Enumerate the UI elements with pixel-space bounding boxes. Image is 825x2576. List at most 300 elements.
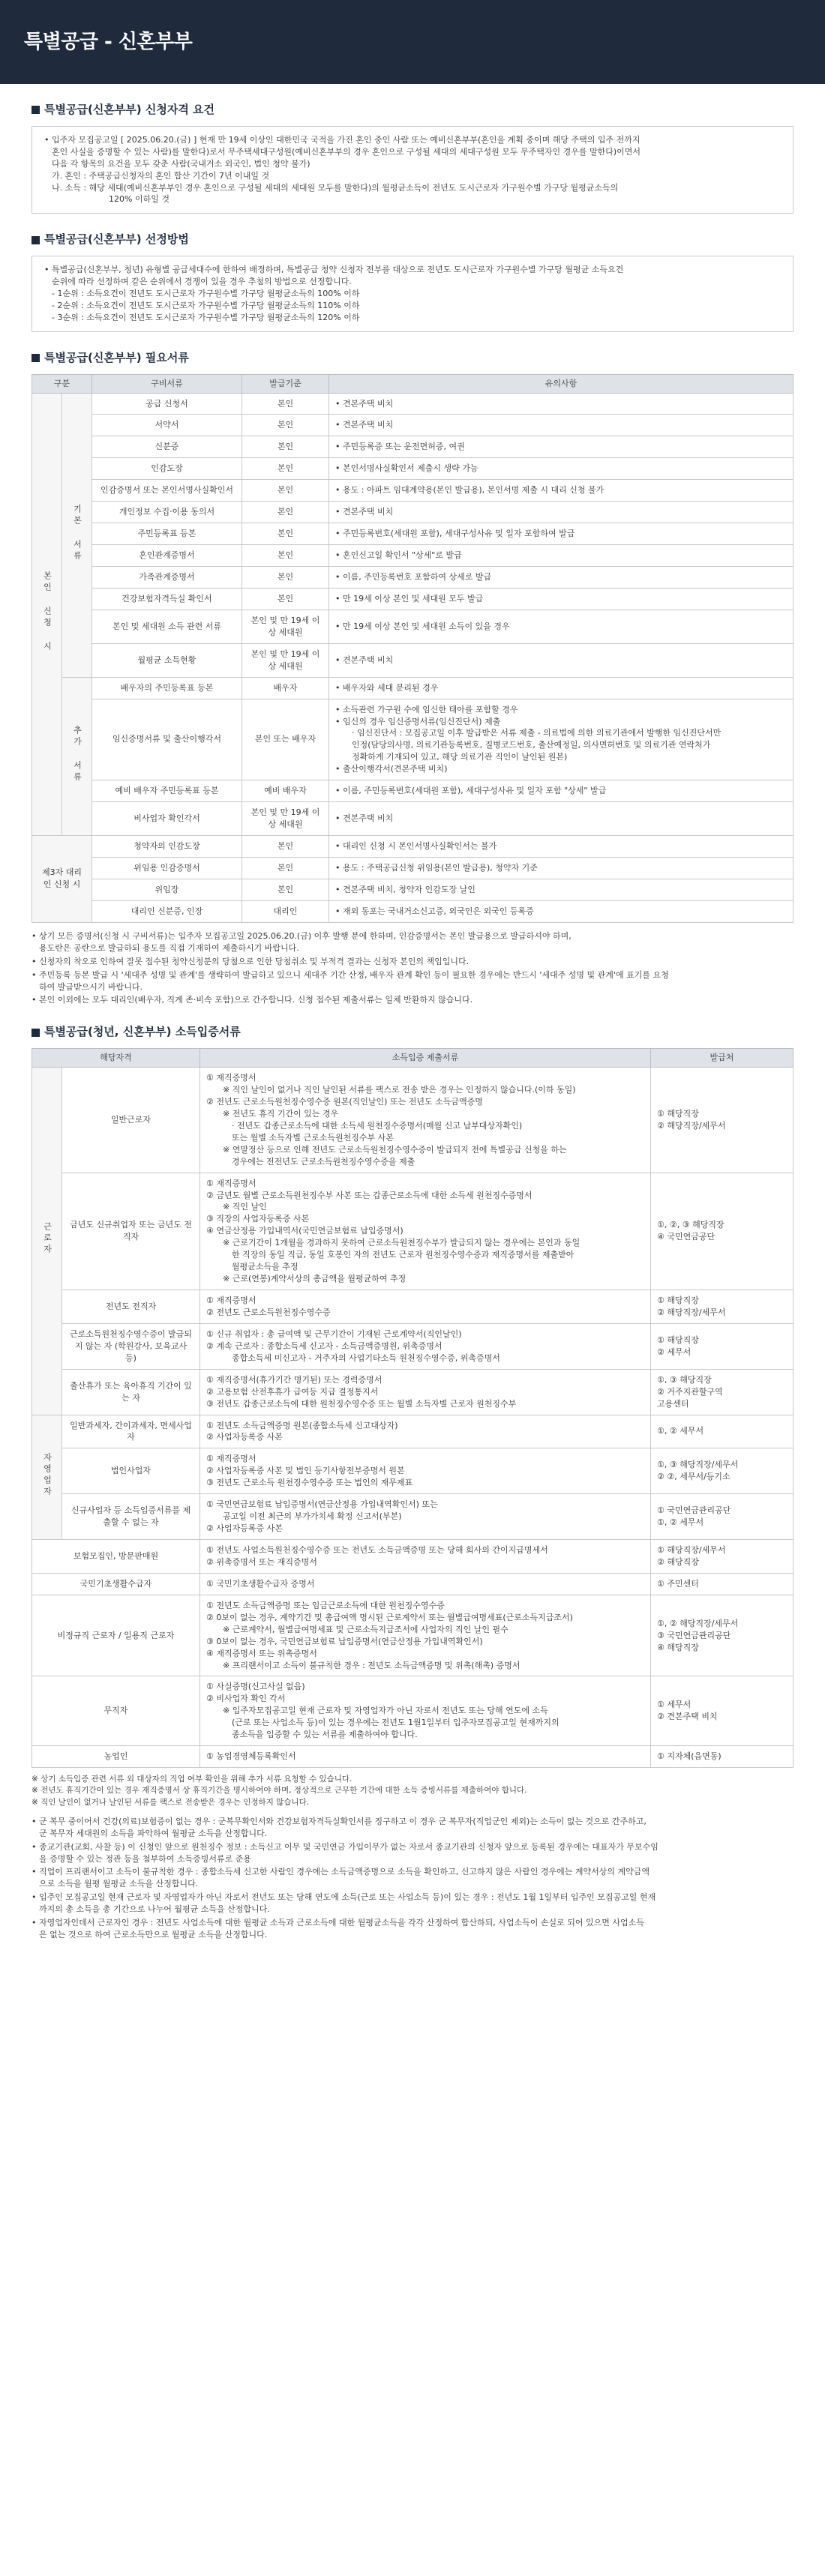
issuer-line: ① 해당직장 — [657, 1295, 699, 1305]
table-header-row — [32, 1049, 794, 1068]
document-name: 대리인 신분증, 인장 — [92, 900, 242, 922]
document-name: 위임용 인감증명서 — [92, 857, 242, 879]
proof-docs-cell — [200, 1415, 651, 1448]
proof-doc-line: ① 전년도 사업소득원천징수영수증 또는 전년도 소득금액증명 또는 당해 회사의 간이지급명세서 — [206, 1545, 548, 1555]
issuer-line: ② ②, 세무서/등기소 — [657, 1472, 730, 1482]
proof-doc-line: 공고일 이전 최근의 부가가치세 확정 신고서(부본) — [223, 1511, 402, 1522]
group-basic-docs: 기본 서류 — [72, 504, 82, 562]
proof-doc-line: ※ 직인 날인이 없거나 직인 날인된 서류를 팩스로 전송 받은 경우는 인정하지 않습니다.(이하 동일) — [223, 1085, 576, 1095]
note-text: • 주민등록증 또는 운전면허증, 여권 — [335, 441, 787, 453]
issuer-cell — [651, 1323, 794, 1369]
note-text: 으로 소득을 월평 월평균 소득을 산정합니다. — [39, 1879, 199, 1889]
note-item — [32, 1866, 794, 1890]
qualification: 비정규직 근로자 / 일용직 근로자 — [32, 1595, 200, 1676]
issuer-line: ④ 해당직장 — [657, 1642, 699, 1652]
table-row — [32, 523, 794, 545]
square-bullet-icon — [32, 1029, 40, 1037]
proof-docs-cell — [200, 1746, 651, 1768]
document-name: 개인정보 수집·이용 동의서 — [92, 502, 242, 523]
proof-docs-cell — [200, 1540, 651, 1574]
note-text: • 소득관련 가구원 수에 임신한 태아를 포함할 경우 — [335, 704, 787, 716]
selection-line: - 1순위 : 소득요건이 전년도 도시근로자 가구원수별 가구당 월평균소득의 100% 이하 — [52, 289, 360, 298]
proof-doc-line: ② 사업자등록증 사본 및 법인 등기사항전부증명서 원본 — [206, 1466, 405, 1476]
issuer-cell — [651, 1290, 794, 1324]
note-item — [32, 969, 794, 993]
table-row — [32, 677, 794, 699]
document-name: 공급 신청서 — [92, 393, 242, 415]
selection-line: - 2순위 : 소득요건이 전년도 도시근로자 가구원수별 가구당 월평균소득의 110% 이하 — [52, 300, 360, 310]
table-row — [32, 1323, 794, 1369]
qualification: 일반근로자 — [62, 1068, 200, 1173]
proof-doc-line: ※ 프리랜서이고 소득이 불규칙한 경우 : 전년도 소득금액증명 및 위촉(해촉) 증명서 — [223, 1660, 520, 1670]
proof-doc-line: ① 재직증명서 — [206, 1178, 256, 1188]
document-name: 비사업자 확인각서 — [92, 802, 242, 836]
issue-basis: 본인 및 만 19세 이상 세대원 — [242, 643, 329, 677]
table-row — [32, 1068, 794, 1173]
issue-basis: 본인 및 만 19세 이상 세대원 — [242, 610, 329, 643]
note-item: • 본인 이외에는 모두 대리인(배우자, 직계 존·비속 포함)으로 간주합니다. 신청 접수된 제출서류는 일체 반환하지 않습니다. — [32, 994, 794, 1006]
note-text: • 재외 동포는 국내거소신고증, 외국인은 외국인 등록증 — [335, 906, 787, 918]
proof-docs-cell — [200, 1595, 651, 1676]
group-worker-cell — [32, 1068, 62, 1415]
proof-doc-line: ① 국민기초생활수급자 증명서 — [206, 1578, 315, 1589]
table-row — [32, 1369, 794, 1415]
document-name: 주민등록표 등본 — [92, 523, 242, 545]
issuer-line: ② 거주지관할구역 — [657, 1386, 723, 1397]
document-name: 신분증 — [92, 436, 242, 458]
qualification: 국민기초생활수급자 — [32, 1573, 200, 1595]
issuer-cell — [651, 1595, 794, 1676]
issuer-line: ①, ② 세무서 — [657, 1517, 704, 1528]
issuer-cell — [651, 1676, 794, 1746]
qualification: 금년도 신규취업자 또는 금년도 전직자 — [62, 1173, 200, 1289]
issuer-line: 고용센터 — [657, 1398, 689, 1409]
qualification: 근로소득원천징수영수증이 발급되지 않는 자 (학원강사, 보육교사 등) — [62, 1323, 200, 1369]
table-row — [32, 1494, 794, 1540]
qualification: 전년도 전직자 — [62, 1290, 200, 1324]
note-text: • 만 19세 이상 본인 및 세대원 소득이 있을 경우 — [335, 621, 787, 633]
issuer-cell — [651, 1746, 794, 1768]
selection-line: 순위에 따라 선정하며 같은 순위에서 경쟁이 있을 경우 추첨의 방법으로 선정합니다. — [52, 277, 352, 287]
table-row — [32, 458, 794, 480]
note-text: • 배우자와 세대 분리된 경우 — [335, 682, 787, 694]
note-cell — [329, 480, 794, 502]
note-text: • 견본주택 비치 — [335, 813, 787, 825]
issue-basis: 본인 — [242, 545, 329, 567]
section-title-text: 특별공급(청년, 신혼부부) 소득입증서류 — [44, 1025, 241, 1039]
page-title: 특별공급 - 신혼부부 — [0, 0, 825, 84]
proof-doc-line: ② 금년도 월별 근로소득원천징수부 사본 또는 갑종근로소득에 대한 소득세 원천징수증명서 — [206, 1190, 532, 1200]
table-row — [32, 436, 794, 458]
note-text: • 견본주택 비치, 청약자 인감도장 날인 — [335, 884, 787, 896]
note-cell — [329, 567, 794, 589]
issuer-line: ④ 국민연금공단 — [657, 1232, 716, 1242]
documents-table-body — [32, 393, 794, 922]
section-title-income-proof — [32, 1024, 794, 1041]
header-basis: 발급기준 — [242, 374, 329, 393]
income-proof-table — [32, 1048, 794, 1768]
group-self-apply-cell — [32, 393, 62, 836]
proof-docs-cell — [200, 1369, 651, 1415]
eligibility-line: 120% 이하일 것 — [109, 194, 170, 205]
table-header-row — [32, 374, 794, 393]
document-name: 배우자의 주민등록표 등본 — [92, 677, 242, 699]
table-row — [32, 393, 794, 415]
note-cell — [329, 436, 794, 458]
header-category: 구분 — [32, 374, 92, 393]
proof-doc-line: ※ 연말정산 등으로 인해 전년도 근로소득원천징수영수증이 발급되지 전에 특별공급 신청을 하는 — [223, 1144, 567, 1155]
proof-docs-cell — [200, 1448, 651, 1494]
document-name: 건강보험자격득실 확인서 — [92, 588, 242, 610]
note-text: • 견본주택 비치 — [335, 398, 787, 410]
issuer-line: ② 해당직장/세무서 — [657, 1307, 726, 1317]
note-text: • 견본주택 비치 — [335, 654, 787, 666]
document-name: 서약서 — [92, 415, 242, 436]
document-name: 위임장 — [92, 879, 242, 900]
qualification: 법인사업자 — [62, 1448, 200, 1494]
note-text: 은 없는 것으로 하여 근로소득만으로 월평균 소득을 산정합니다. — [39, 1930, 268, 1940]
table-row — [32, 879, 794, 900]
note-item — [32, 930, 794, 954]
issuer-line: ①, ②, ③ 해당직장 — [657, 1220, 724, 1230]
note-cell — [329, 415, 794, 436]
square-bullet-icon — [32, 106, 40, 114]
qualification: 출산휴가 또는 육아휴직 기간이 있는 자 — [62, 1369, 200, 1415]
note-cell — [329, 879, 794, 900]
issuer-line: ② 견본주택 비치 — [657, 1712, 718, 1722]
issue-basis: 본인 — [242, 567, 329, 589]
header-qualification: 해당자격 — [32, 1049, 200, 1068]
note-item — [32, 1841, 794, 1865]
income-small-notes — [32, 1774, 794, 1808]
issuer-cell — [651, 1415, 794, 1448]
note-text: 인정(담당의사명, 의료기관등록번호, 질병코드번호, 출산예정일, 의사면허번호 및 의료기관 연락처가 — [352, 740, 711, 750]
note-text: • 용도 : 아파트 임대계약용(본인 발급용), 본인서명 제출 시 대리 신청 불가 — [335, 484, 787, 496]
note-cell — [329, 780, 794, 802]
small-note: ※ 상기 소득입증 관련 서류 외 대상자의 직업 여부 확인을 위해 추가 서류 요청할 수 있습니다. — [32, 1775, 352, 1784]
note-item — [32, 1917, 794, 1941]
issuer-line: ①, ② 해당직장/세무서 — [657, 1618, 739, 1628]
proof-doc-line: ① 재직증명서 — [206, 1073, 256, 1083]
note-text: 하여 발급받으시기 바랍니다. — [39, 981, 143, 992]
table-row — [32, 545, 794, 567]
note-text: • 본인서명사실확인서 제출시 생략 가능 — [335, 463, 787, 475]
note-text: • 견본주택 비치 — [335, 419, 787, 431]
group-extra-docs-cell — [62, 677, 92, 835]
section-title-text: 특별공급(신혼부부) 필요서류 — [44, 350, 189, 364]
proof-doc-line: 종소득을 입증할 수 있는 서류를 제출하여야 합니다. — [232, 1730, 418, 1740]
table-row — [32, 1290, 794, 1324]
note-cell — [329, 393, 794, 415]
table-row — [32, 1746, 794, 1768]
note-text: 용도란은 공란으로 발급하되 용도를 직접 기재하여 제출하시기 바랍니다. — [39, 942, 299, 953]
table-row — [32, 1540, 794, 1574]
note-cell — [329, 699, 794, 780]
small-note: ※ 전년도 휴직기간이 있는 경우 재직증명서 상 휴직기간을 명시하여야 하며, 정상적으로 근무한 기간에 대한 소득 증빙서류를 제출하여야 합니다. — [32, 1786, 527, 1796]
note-cell — [329, 458, 794, 480]
issuer-cell — [651, 1369, 794, 1415]
proof-docs-cell — [200, 1068, 651, 1173]
section-title-documents — [32, 350, 794, 367]
note-item: • 신청자의 착오로 인하여 잘못 접수된 청약신청분의 당첨으로 인한 당첨취소 및 부적격 결과는 신청자 본인의 책임입니다. — [32, 956, 794, 968]
table-row — [32, 802, 794, 836]
header-document: 구비서류 — [92, 374, 242, 393]
issuer-line: ③ 국민연금관리공단 — [657, 1630, 731, 1640]
section-title-text: 특별공급(신혼부부) 신청자격 요건 — [44, 103, 215, 116]
table-row — [32, 588, 794, 610]
qualification: 신규사업자 등 소득입증서류를 제출할 수 없는 자 — [62, 1494, 200, 1540]
document-name: 혼인관계증명서 — [92, 545, 242, 567]
document-name: 예비 배우자 주민등록표 등본 — [92, 780, 242, 802]
note-cell — [329, 643, 794, 677]
note-cell — [329, 802, 794, 836]
table-row — [32, 502, 794, 523]
note-cell — [329, 677, 794, 699]
selection-box — [32, 256, 794, 332]
note-cell — [329, 523, 794, 545]
note-cell — [329, 836, 794, 858]
issuer-line: ① 지자체(읍면동) — [657, 1751, 722, 1762]
table-row — [32, 780, 794, 802]
table-row — [32, 643, 794, 677]
group-proxy-apply: 제3자 대리인 신청 시 — [32, 836, 92, 923]
proof-doc-line: ① 농업경영체등록확인서 — [206, 1751, 296, 1762]
note-text: 주민등록 등본 발급 시 '세대주 성명 및 관계'를 생략하여 발급하고 있으니 세대주 기간 산정, 배우자 관계 확인 등이 필요한 경우에는 반드시 '세대주 성명 및 관계'에 표기를 요청 — [39, 969, 669, 980]
qualification: 보험모집인, 방문판매원 — [32, 1540, 200, 1574]
note-text: • 만 19세 이상 본인 및 세대원 모두 발급 — [335, 593, 787, 605]
proof-doc-line: ③ 전년도 근로소득 원천징수영수증 또는 법인의 재무제표 — [206, 1478, 413, 1488]
proof-doc-line: ① 전년도 소득금액증명 원본(종합소득세 신고대상자) — [206, 1420, 398, 1430]
note-item — [32, 1816, 794, 1840]
selection-line: - 3순위 : 소득요건이 전년도 도시근로자 가구원수별 가구당 월평균소득의 120% 이하 — [52, 312, 360, 322]
issuer-line: ② 해당직장/세무서 — [657, 1120, 726, 1131]
proof-doc-line: ② 위촉증명서 또는 재직증명서 — [206, 1556, 317, 1567]
proof-docs-cell — [200, 1676, 651, 1746]
note-cell — [329, 502, 794, 523]
table-row — [32, 1173, 794, 1289]
proof-doc-line: ※ 입주자모집공고일 현재 근로자 및 자영업자가 아닌 자로서 전년도 또는 당해 연도에 소득 — [223, 1706, 548, 1716]
proof-docs-cell — [200, 1494, 651, 1540]
table-row — [32, 480, 794, 502]
issuer-line: ① 국민연금관리공단 — [657, 1505, 731, 1516]
note-cell — [329, 900, 794, 922]
proof-doc-line: ※ 근로(연봉)계약서상의 총금액을 월평균하여 추정 — [223, 1274, 406, 1284]
note-text: • 이름, 주민등록번호(세대원 포함), 세대구성사유 및 일자 포함 "상세" 발급 — [335, 785, 787, 797]
issue-basis: 본인 — [242, 436, 329, 458]
proof-doc-line: ① 재직증명서 — [206, 1454, 256, 1464]
group-self-apply: 본인 신청 시 — [42, 571, 52, 654]
proof-doc-line: ③ 직장의 사업자등록증 사본 — [206, 1214, 310, 1224]
group-basic-docs-cell — [62, 393, 92, 677]
proof-doc-line: ※ 전년도 휴직 기간이 있는 경우 — [223, 1108, 339, 1119]
note-text: • 혼인신고일 확인서 "상세"로 발급 — [335, 550, 787, 562]
issuer-line: ① 세무서 — [657, 1700, 692, 1710]
note-text: • 용도 : 주택공급신청 위임용(본인 발급용), 청약자 기준 — [335, 862, 787, 874]
table-row — [32, 415, 794, 436]
issuer-cell — [651, 1068, 794, 1173]
document-name: 인감증명서 또는 본인서명사실확인서 — [92, 480, 242, 502]
header-proof-docs: 소득입증 제출서류 — [200, 1049, 651, 1068]
proof-doc-line: ② 사업자등록증 사본 — [206, 1432, 283, 1442]
eligibility-line: 다음 각 항목의 요건을 모두 갖춘 사람(국내거소 외국인, 법인 청약 불가) — [52, 158, 310, 169]
table-row — [32, 1415, 794, 1448]
eligibility-line: • 입주자 모집공고일 [ 2025.06.20.(금) ] 현재 만 19세 이상인 대한민국 국적을 가진 혼인 중인 사람 또는 예비신혼부부(혼인을 계획 중이며 해당 주택의 입주 전까지 — [44, 134, 781, 146]
documents-table — [32, 374, 794, 923]
table-row — [32, 1573, 794, 1595]
documents-notes — [32, 930, 794, 1007]
note-text: · 임신진단서 : 모집공고일 이후 발급받은 서류 제출 - 의료법에 의한 의료기관에서 발행한 임신진단서만 — [352, 728, 722, 738]
proof-doc-line: ※ 근로기간이 1개월을 경과하지 못하여 근로소득원천징수부가 발급되지 않는 경우에는 본인과 동일 — [223, 1238, 580, 1248]
note-text: • 임신의 경우 임신증명서류(임신진단서) 제출 — [335, 716, 787, 728]
issuer-line: ①, ③ 해당직장 — [657, 1374, 712, 1385]
table-row — [32, 1448, 794, 1494]
issue-basis: 본인 — [242, 393, 329, 415]
proof-doc-line: ④ 연금산정용 가입내역서(국민연금보험료 납입증명서) — [206, 1226, 404, 1236]
issuer-line: ① 주민센터 — [657, 1578, 699, 1589]
table-row — [32, 1595, 794, 1676]
square-bullet-icon — [32, 236, 40, 244]
document-name: 월평균 소득현황 — [92, 643, 242, 677]
proof-docs-cell — [200, 1290, 651, 1324]
note-text: • 이름, 주민등록번호 포함하여 상세로 발급 — [335, 571, 787, 583]
group-extra-docs: 추가 서류 — [72, 725, 82, 783]
issuer-line: ② 세무서 — [657, 1346, 692, 1357]
note-text: • 출산이행각서(견본주택 비치) — [335, 763, 787, 775]
proof-doc-line: ② 전년도 근로소득원천징수영수증 원본(직인날인) 또는 전년도 소득금액증명 — [206, 1096, 483, 1107]
proof-doc-line: ① 재직증명서 — [206, 1295, 256, 1305]
proof-doc-line: ② 0보이 없는 경우, 계약기간 및 총급여액 명시된 근로계약서 또는 월별급여명세표(근로소득지급조서) — [206, 1612, 573, 1622]
table-row — [32, 857, 794, 879]
group-self-employed: 자영업자 — [42, 1452, 52, 1498]
issue-basis: 본인 — [242, 458, 329, 480]
proof-doc-line: ※ 근로계약서, 월별급여명세표 및 근로소득지급조서에 사업자의 직인 날인 필수 — [223, 1624, 508, 1634]
proof-doc-line: ④ 재직증명서 또는 위촉증명서 — [206, 1648, 317, 1658]
table-row — [32, 699, 794, 780]
proof-doc-line: 경우에는 전전년도 근로소득원천징수영수증을 제출 — [232, 1156, 416, 1167]
note-text: 정확하게 기재되어 있고, 해당 의료기관 직인이 날인된 원본) — [352, 752, 568, 762]
note-text: 자영업자인데서 근로자인 경우 : 전년도 사업소득에 대한 월평균 소득과 근로소득에 대한 월평균소득을 각각 산정하여 합산하되, 사업소득이 손실로 되어 있으면 사업소득 — [39, 1918, 644, 1928]
issue-basis: 본인 — [242, 502, 329, 523]
section-title-selection — [32, 232, 794, 248]
proof-doc-line: ① 재직증명서(휴가기간 명기된) 또는 경력증명서 — [206, 1374, 382, 1385]
issue-basis: 본인 또는 배우자 — [242, 699, 329, 780]
issuer-cell — [651, 1494, 794, 1540]
issue-basis: 본인 — [242, 523, 329, 545]
issuer-line: ①, ② 세무서 — [657, 1426, 704, 1436]
issue-basis: 본인 및 만 19세 이상 세대원 — [242, 802, 329, 836]
issuer-cell — [651, 1573, 794, 1595]
qualification: 농업인 — [32, 1746, 200, 1768]
section-title-eligibility — [32, 102, 794, 118]
issue-basis: 대리인 — [242, 900, 329, 922]
document-name: 청약자의 인감도장 — [92, 836, 242, 858]
proof-doc-line: ③ 전년도 갑종근로소득에 대한 원천징수영수증 또는 월별 소득자별 근로자 원천징수부 — [206, 1398, 517, 1409]
proof-doc-line: ① 국민연금보험료 납입증명서(연금산정용 가입내역확인서) 또는 — [206, 1499, 438, 1510]
issue-basis: 배우자 — [242, 677, 329, 699]
proof-doc-line: ① 신규 취업자 : 총 급여액 및 근무기간이 기재된 근로계약서(직인날인) — [206, 1328, 462, 1339]
selection-line: • 특별공급(신혼부부, 청년) 유형별 공급세대수에 한하여 배정하며, 특별공급 청약 신청자 전부를 대상으로 전년도 도시근로자 가구원수별 가구당 월평균 소득요건 — [44, 264, 781, 276]
proof-doc-line: ② 사업자등록증 사본 — [206, 1523, 283, 1534]
proof-docs-cell — [200, 1573, 651, 1595]
qualification: 무직자 — [32, 1676, 200, 1746]
eligibility-line: 가. 혼인 : 주택공급신청자의 혼인 합산 기간이 7년 이내일 것 — [52, 170, 270, 181]
income-notes — [32, 1816, 794, 1941]
issuer-line: ② 해당직장 — [657, 1556, 699, 1567]
issue-basis: 본인 — [242, 836, 329, 858]
eligibility-box — [32, 126, 794, 214]
note-item — [32, 1892, 794, 1916]
note-text: • 견본주택 비치 — [335, 506, 787, 518]
table-row — [32, 900, 794, 922]
eligibility-line: 나. 소득 : 해당 세대(예비신혼부부인 경우 혼인으로 구성될 세대의 세대원 모두를 말한다)의 월평균소득이 전년도 도시근로자 가구원수별 가구당 월평균소득의 — [52, 182, 619, 193]
document-name: 임신증명서류 및 출산이행각서 — [92, 699, 242, 780]
note-cell — [329, 588, 794, 610]
issuer-line: ① 해당직장/세무서 — [657, 1545, 726, 1555]
note-text: 입주인 모집공고일 현재 근로자 및 자영업자가 아닌 자로서 전년도 또는 당해 연도에 소득(근로 또는 사업소득 등)이 있는 경우 : 전년도 1월 1일부터 입주인 모집공고일 현재 — [39, 1892, 656, 1903]
proof-doc-line: ③ 0보이 없는 경우, 국민연금보험료 납입증명서(연금산정용 가입내역확인서) — [206, 1636, 483, 1646]
proof-doc-line: 또는 월별 소득자별 근로소득원천징수부 사본 — [232, 1132, 394, 1143]
proof-doc-line: ※ 직인 날인 — [223, 1202, 267, 1212]
header-issuer: 발급처 — [651, 1049, 794, 1068]
header-note: 유의사항 — [329, 374, 794, 393]
issuer-cell — [651, 1173, 794, 1289]
income-proof-table-body — [32, 1068, 794, 1768]
table-row — [32, 567, 794, 589]
proof-doc-line: ② 고용보험 산전후휴가 급여등 지급 결정통지서 — [206, 1386, 379, 1397]
note-text: 군 복무 중이어서 건강(의료)보험증이 없는 경우 : 군복무확인서와 건강보험자격득실확인서를 징구하고 이 경우 군 복무자(직업군인 제외)는 소득이 없는 것으로 간주하고, — [39, 1816, 646, 1826]
issuer-cell — [651, 1540, 794, 1574]
issuer-cell — [651, 1448, 794, 1494]
note-text: • 주민등록번호(세대원 포함), 세대구성사유 및 일자 포함하여 발급 — [335, 528, 787, 540]
issuer-line: ① 해당직장 — [657, 1334, 699, 1345]
eligibility-line: 혼인 사실을 증명할 수 있는 사람)를 말한다)로서 무주택세대구성원(예비신혼부부의 경우 혼인으로 구성될 세대의 세대구성원 모두 무주택자인 경우를 말한다)이면서 — [52, 146, 641, 157]
note-text: 까지의 총 소득을 총 기간으로 나누어 월평균 소득을 산정합니다. — [39, 1904, 270, 1915]
issue-basis: 본인 — [242, 480, 329, 502]
issue-basis: 본인 — [242, 857, 329, 879]
document-name: 가족관계증명서 — [92, 567, 242, 589]
proof-doc-line: 월평균소득을 추정 — [232, 1262, 298, 1272]
table-row — [32, 1676, 794, 1746]
square-bullet-icon — [32, 354, 40, 362]
proof-doc-line: ① 사실증명(신고사실 없음) — [206, 1682, 305, 1692]
proof-docs-cell — [200, 1323, 651, 1369]
proof-docs-cell — [200, 1173, 651, 1289]
document-name: 본인 및 세대원 소득 관련 서류 — [92, 610, 242, 643]
note-text: 을 증명할 수 있는 정관 등을 첨부하여 소득증빙서류로 준용 — [39, 1853, 251, 1864]
issuer-line: ①, ③ 해당직장/세무서 — [657, 1460, 739, 1470]
proof-doc-line: 한 직장의 동일 직급, 동일 호봉인 자의 전년도 근로자 원천징수영수증과 재직증명서를 제출받아 — [232, 1250, 574, 1260]
proof-doc-line: · 전년도 갑종근로소득에 대한 소득세 원천징수증명서(매월 신고 납부대상자확인) — [232, 1120, 523, 1131]
qualification: 일반과세자, 간이과세자, 면세사업자 — [62, 1415, 200, 1448]
issuer-line: ① 해당직장 — [657, 1108, 699, 1119]
proof-doc-line: ② 비사업자 확인 각서 — [206, 1694, 286, 1704]
note-cell — [329, 610, 794, 643]
note-text: 군 복무자 세대원의 소득을 파악하여 월평균 소득을 산정합니다. — [39, 1828, 268, 1838]
section-title-text: 특별공급(신혼부부) 선정방법 — [44, 232, 189, 247]
group-worker: 근로자 — [42, 1222, 52, 1257]
note-cell — [329, 545, 794, 567]
proof-doc-line: ① 전년도 소득금액증명 또는 임금근로소득에 대한 원천징수영수증 — [206, 1600, 445, 1610]
table-row — [32, 610, 794, 643]
document-name: 인감도장 — [92, 458, 242, 480]
proof-doc-line: 종합소득세 미신고자 - 거주자의 사업기타소득 원천징수영수증, 위촉증명서 — [232, 1352, 500, 1363]
issue-basis: 본인 — [242, 879, 329, 900]
note-text: 상기 모든 증명서(신청 시 구비서류)는 입주자 모집공고일 2025.06.20.(금) 이후 발행 분에 한하며, 인감증명서는 본인 발급용으로 발급하셔야 하며, — [39, 930, 572, 941]
small-note: ※ 직인 날인이 없거나 날인된 서류를 팩스로 전송받은 경우는 인정하지 않습니다. — [32, 1797, 310, 1807]
note-cell — [329, 857, 794, 879]
proof-doc-line: ② 전년도 근로소득원천징수영수증 — [206, 1307, 331, 1317]
note-text: 종교기관(교회, 사찰 등) 이 신청인 앞으로 원천징수 정보 : 소득신고 이무 및 국민연금 가입이무가 없는 자로서 종교기관의 신청자 앞으로 등록된 경우에는 대표자가 무보수임 — [39, 1841, 658, 1852]
